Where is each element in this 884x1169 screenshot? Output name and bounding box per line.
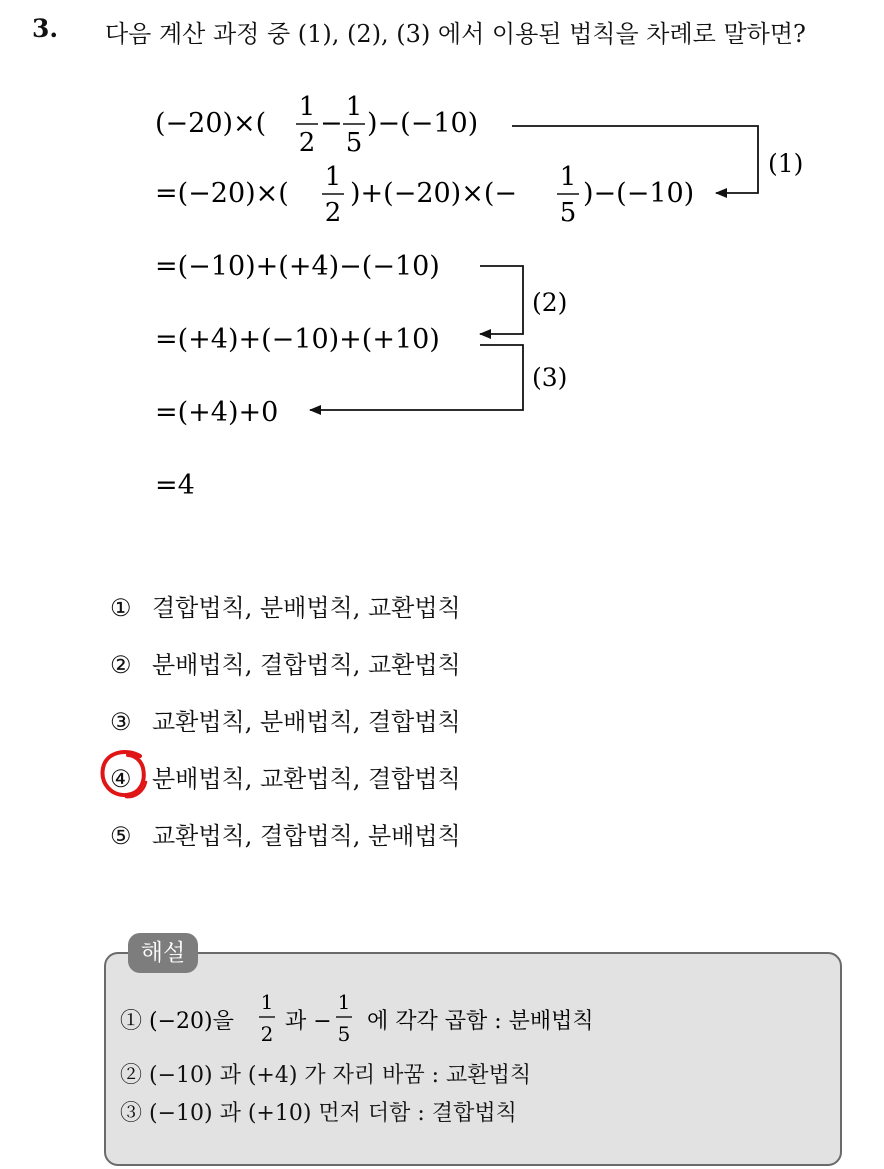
svg-text:5: 5	[345, 128, 363, 158]
choice-number: ③	[110, 708, 132, 736]
svg-text:에 각각 곱함 : 분배법칙: 에 각각 곱함 : 분배법칙	[367, 1009, 594, 1034]
solution-tab: 해설	[128, 933, 198, 973]
step-line-5: =(+4)+0	[155, 397, 279, 428]
svg-text:5: 5	[559, 198, 577, 228]
svg-text:−: −	[320, 108, 343, 139]
question-number: 3.	[32, 14, 59, 43]
choice-number: ②	[110, 651, 132, 679]
svg-text:과 −: 과 −	[285, 1009, 332, 1034]
choice-text: 분배법칙, 결합법칙, 교환법칙	[152, 651, 461, 679]
step-line-4: =(+4)+(−10)+(+10)	[155, 324, 440, 355]
choice-text: 결합법칙, 분배법칙, 교환법칙	[152, 594, 461, 622]
svg-text:1: 1	[337, 990, 351, 1014]
choice-number: ①	[110, 594, 132, 622]
label-3: (3)	[532, 363, 568, 392]
svg-text:1: 1	[559, 162, 577, 192]
svg-text:1: 1	[345, 92, 363, 122]
svg-text:① (−20)을: ① (−20)을	[120, 1009, 234, 1034]
label-2: (2)	[532, 288, 568, 317]
choice-text: 분배법칙, 교환법칙, 결합법칙	[152, 765, 461, 793]
svg-text:5: 5	[337, 1022, 351, 1046]
svg-text:2: 2	[324, 198, 342, 228]
choice-number: ⑤	[110, 822, 132, 850]
svg-text:=(−20)×(: =(−20)×(	[155, 178, 289, 209]
svg-text:1: 1	[260, 990, 274, 1014]
step-line-3: =(−10)+(+4)−(−10)	[155, 251, 440, 282]
choice-number: ④	[110, 765, 132, 793]
svg-text:1: 1	[324, 162, 342, 192]
label-1: (1)	[768, 149, 804, 178]
svg-text:)+(−20)×(−: )+(−20)×(−	[350, 178, 517, 209]
svg-text:(−20)×(: (−20)×(	[155, 108, 267, 139]
choice-text: 교환법칙, 결합법칙, 분배법칙	[152, 822, 461, 850]
svg-text:2: 2	[260, 1022, 274, 1046]
step-line-6: =4	[155, 470, 195, 501]
svg-text:)−(−10): )−(−10)	[367, 108, 479, 139]
question-text: 다음 계산 과정 중 (1), (2), (3) 에서 이용된 법칙을 차례로 말하면?	[105, 20, 806, 48]
solution-line-2: ② (−10) 과 (+4) 가 자리 바꿈 : 교환법칙	[120, 1063, 532, 1088]
svg-text:2: 2	[298, 128, 316, 158]
svg-text:1: 1	[298, 92, 316, 122]
choice-text: 교환법칙, 분배법칙, 결합법칙	[152, 708, 461, 736]
svg-text:)−(−10): )−(−10)	[583, 178, 695, 209]
solution-line-3: ③ (−10) 과 (+10) 먼저 더함 : 결합법칙	[120, 1101, 517, 1126]
